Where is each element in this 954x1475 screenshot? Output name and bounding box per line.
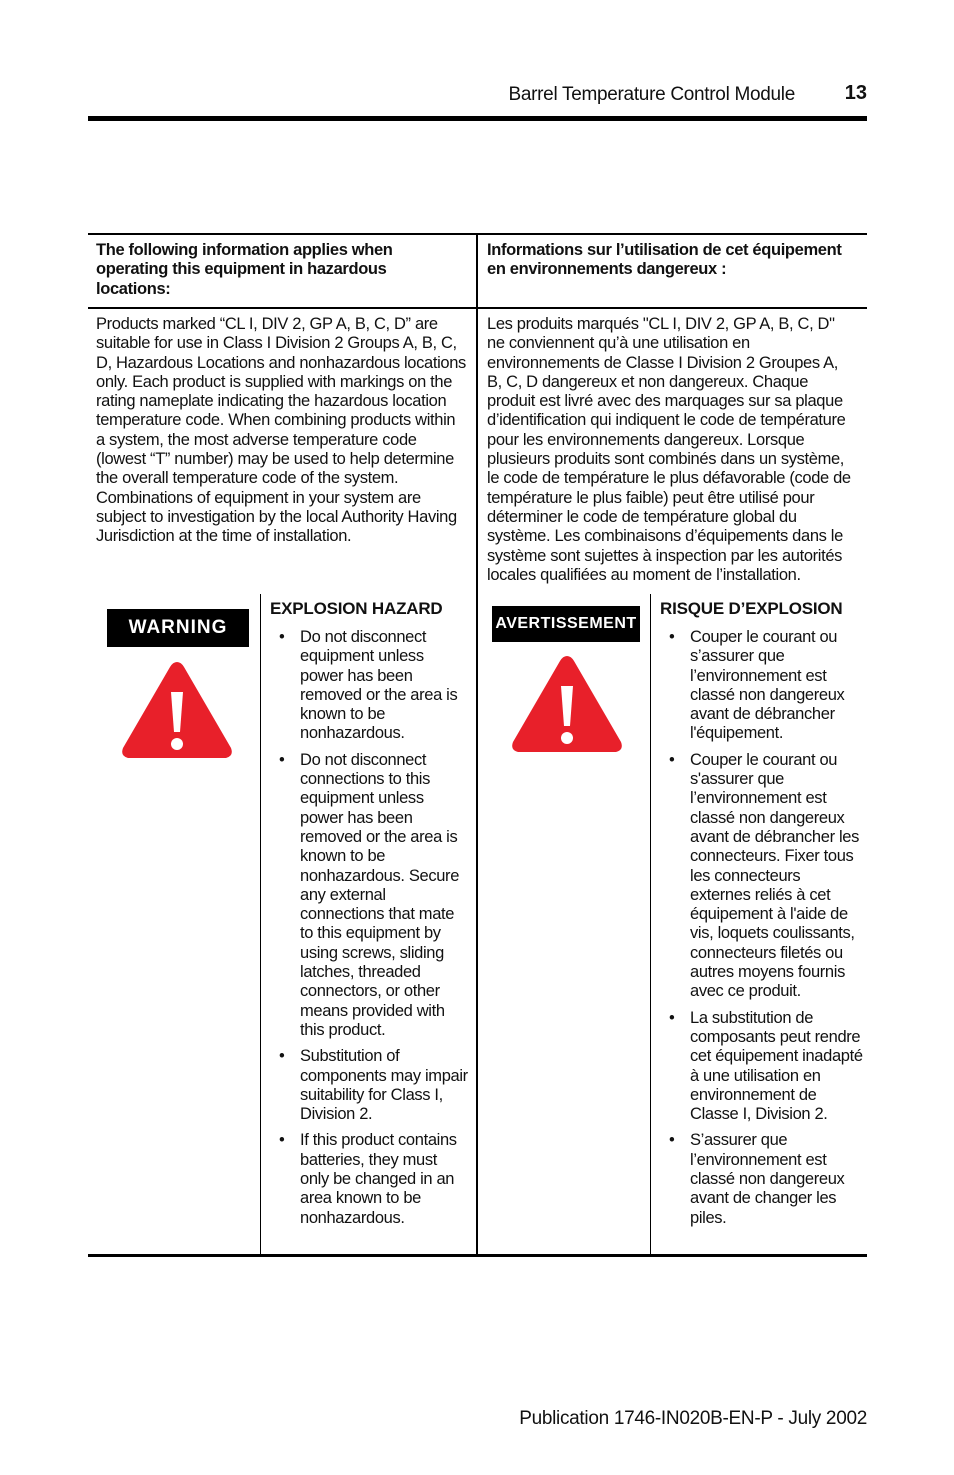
list-item: [660, 1131, 863, 1227]
en-warning-divider: [260, 594, 261, 1256]
warning-badge: WARNING: [107, 609, 249, 647]
bullet: •: [669, 1131, 675, 1150]
explosion-hazard-title: EXPLOSION HAZARD: [270, 599, 443, 618]
list-item: [660, 628, 863, 744]
bullet: •: [279, 628, 285, 646]
bullet: •: [279, 1047, 285, 1066]
bullet: •: [279, 1131, 285, 1150]
page-header: [88, 80, 867, 110]
hazardous-locations-table: [88, 233, 867, 1258]
list-item: [270, 628, 470, 744]
header-rule: [88, 116, 867, 121]
list-item-text: Do not disconnect equipment unless power has been removed or the area is known to be nonhazardous.: [300, 628, 458, 743]
avertissement-badge: AVERTISSEMENT: [492, 606, 640, 642]
list-item-text: S’assurer que l’environnement est classé non dangereux avant de changer les piles.: [690, 1131, 845, 1227]
list-item: [270, 1047, 470, 1124]
center-divider: [476, 233, 478, 1256]
risque-explosion-title: RISQUE D’EXPLOSION: [660, 599, 843, 618]
english-heading: The following information applies when operating this equipment in hazardous locations:: [96, 241, 393, 298]
list-item-text: Do not disconnect connections to this equipment unless power has been removed or the area is known to be nonhazardous. Secure any external connections that mate to this equipment by using screws, sliding latches, threaded connectors, or other means provided with this product.: [300, 750, 460, 1039]
bullet: •: [669, 750, 675, 769]
page-number: 13: [844, 82, 867, 104]
list-item-text: Substitution of components may impair suitability for Class I, Division 2.: [300, 1047, 468, 1124]
list-item-text: Couper le courant ou s’assurer que l’environnement est classé non dangereux avant de débrancher l'équipement.: [690, 628, 845, 743]
english-body: Products marked “CL I, DIV 2, GP A, B, C, D” are suitable for use in Class I Division 2 Groups A, B, C, D, Hazardous Locations and nonhazardous locations only. Each product is supplied with markings on the rating nameplate indicating the hazardous location temperature code. When combining products within a system, the most adverse temperature code (lowest “T” number) may be used to help determine the overall temperature code of the system. Combinations of equipment in your system are subject to investigation by the local Authority Having Jurisdiction at the time of installation.: [96, 315, 466, 546]
list-item: [270, 751, 470, 1040]
list-item: [270, 1131, 470, 1227]
list-item: [660, 751, 863, 1002]
fr-warning-divider: [650, 594, 651, 1256]
french-body: Les produits marqués "CL I, DIV 2, GP A, B, C, D" ne conviennent qu’à une utilisation en environnements de Classe I Division 2 Groupes A, B, C, D dangereux et non dangereux. Chaque produit est livré avec des marquages sur sa plaque d’identification qui indiquent le code de température pour les environnements dangereux. Lorsque plusieurs produits sont combinés dans un système, le code de température le plus défavorable (code de température le plus faible) peut être utilisé pour déterminer le code de température global du système. Les combinaisons d’équipements dans le système sont sujettes à inspection par les autorités locales qualifiées au moment de l’installation.: [487, 315, 851, 584]
list-item: [660, 1009, 863, 1125]
french-warning-list: [660, 628, 863, 1235]
list-item-text: La substitution de composants peut rendre cet équipement inadapté à une utilisation en environnement de Classe I, Division 2.: [690, 1008, 863, 1124]
warning-triangle-icon: [118, 656, 236, 764]
list-item-text: If this product contains batteries, they must only be changed in an area known to be nonhazardous.: [300, 1131, 457, 1227]
list-item-text: Couper le courant ou s'assurer que l’environnement est classé non dangereux avant de débrancher les connecteurs. Fixer tous les connecteurs externes reliés à cet équipement à l'aide de vis, loquets coulissants, connecteurs filetés ou autres moyens fournis avec ce produit.: [690, 750, 859, 1001]
warning-triangle-icon: [508, 650, 626, 758]
bullet: •: [279, 750, 285, 769]
publication-footer: Publication 1746-IN020B-EN-P - July 2002: [519, 1408, 867, 1429]
bullet: •: [669, 1008, 675, 1027]
french-heading: Informations sur l’utilisation de cet équipement en environnements dangereux :: [487, 241, 842, 279]
english-warning-list: [270, 628, 470, 1235]
bullet: •: [669, 628, 675, 646]
document-title: Barrel Temperature Control Module: [508, 84, 795, 105]
